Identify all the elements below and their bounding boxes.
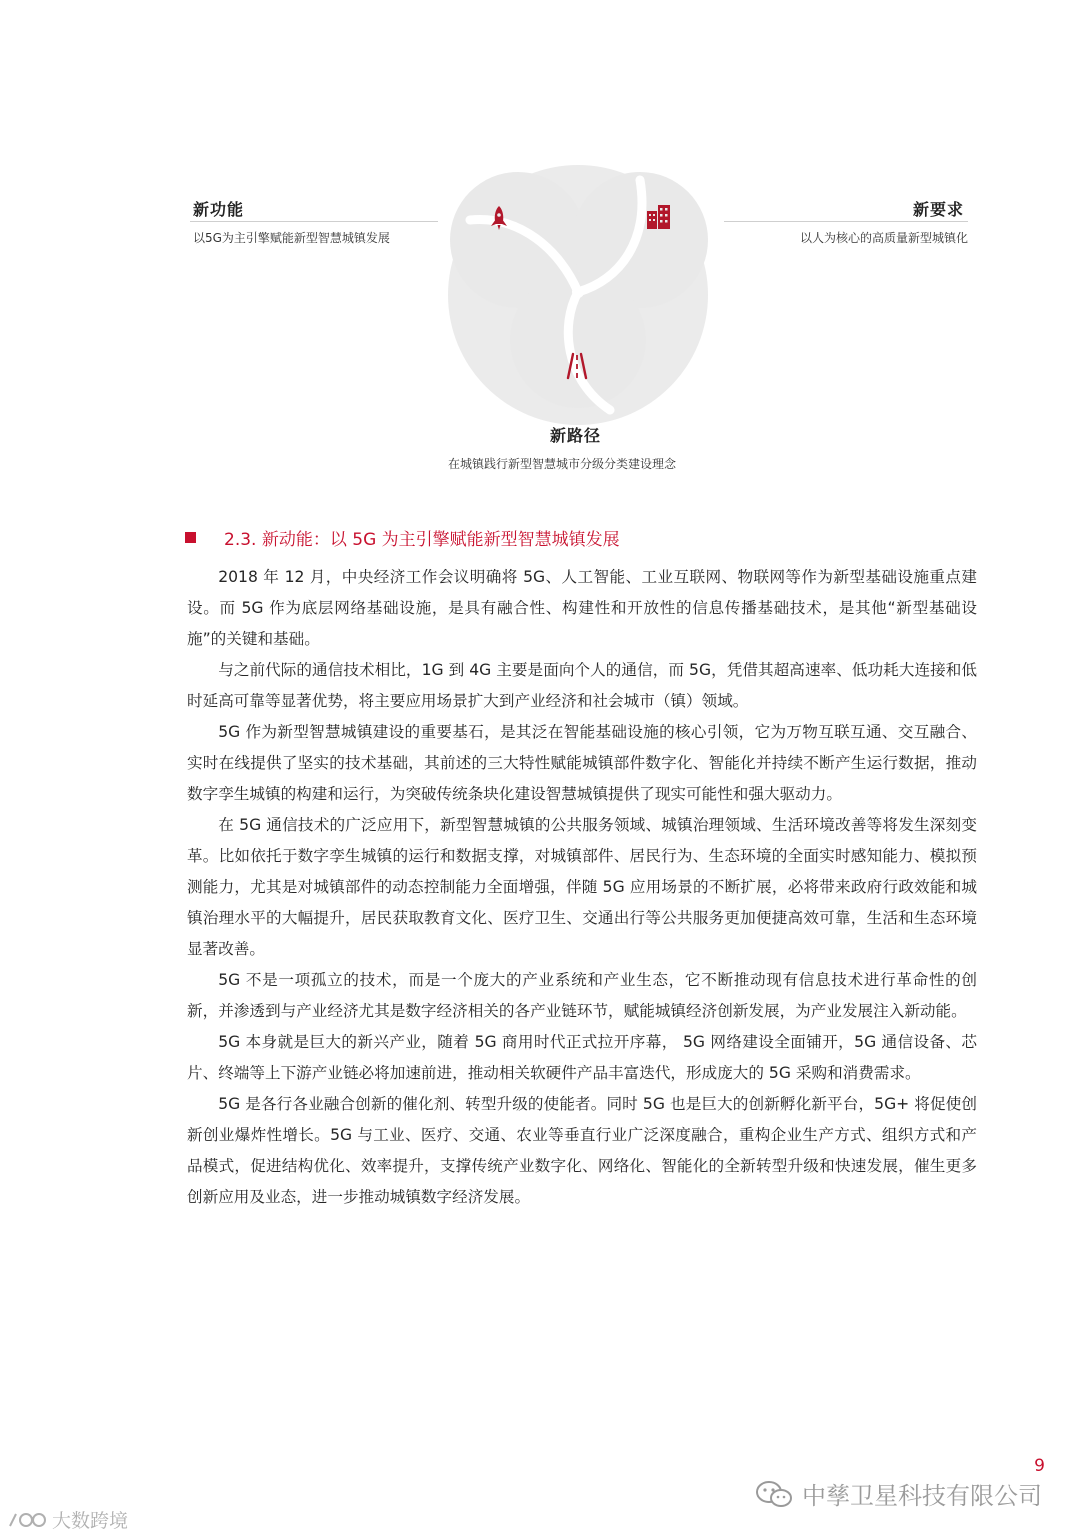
paragraph-3: 5G 作为新型智慧城镇建设的重要基石，是其泛在智能基础设施的核心引领，它为万物互联互通、交互融合、实时在线提供了坚实的技术基础，其前述的三大特性赋能城镇部件数字化、智能化并持续不断产生运行数据，推动数字孪生城镇的构建和运行，为突破传统条块化建设智慧城镇提供了现实可能性和强大驱动力。: [187, 723, 977, 803]
page-number: 9: [1034, 1456, 1045, 1476]
paragraph-2: 与之前代际的通信技术相比，1G 到 4G 主要是面向个人的通信，而 5G，凭借其超高速率、低功耗大连接和低时延高可靠等显著优势，将主要应用场景扩大到产业经济和社会城市（镇）领域。: [187, 661, 977, 710]
body-text: [187, 562, 977, 1213]
watermark-company: [754, 1476, 1042, 1511]
watermark-brand-text: 大数跨境: [52, 1510, 129, 1532]
circle-cluster: [448, 165, 708, 425]
wechat-icon: [754, 1479, 794, 1509]
watermark-company-text: 中孳卫星科技有限公司: [802, 1482, 1042, 1510]
diagram-graphic: [0, 0, 1080, 500]
label-bottom-title: 新路径: [550, 426, 602, 445]
label-right-title: 新要求: [913, 200, 965, 219]
label-right-subtitle: 以人为核心的高质量新型城镇化: [799, 231, 968, 245]
paragraph-7: 5G 是各行各业融合创新的催化剂、转型升级的使能者。同时 5G 也是巨大的创新孵化新平台，5G+ 将促使创新创业爆炸性增长。5G 与工业、医疗、交通、农业等垂直行业广泛深度融合，重构企业生产方式、组织方式和产品模式，促进结构优化、效率提升，支撑传统产业数字化、网络化、智能化的全新转型升级和快速发展，催生更多创新应用及业态，进一步推动城镇数字经济发展。: [187, 1095, 977, 1206]
paragraph-6: 5G 本身就是巨大的新兴产业，随着 5G 商用时代正式拉开序幕， 5G 网络建设全面铺开，5G 通信设备、芯片、终端等上下游产业链必将加速前进，推动相关软硬件产品丰富迭代，形成庞大的 5G 采购和消费需求。: [187, 1033, 977, 1082]
label-bottom-subtitle: 在城镇践行新型智慧城市分级分类建设理念: [448, 457, 677, 471]
paragraph-1: 2018 年 12 月，中央经济工作会议明确将 5G、人工智能、工业互联网、物联网等作为新型基础设施重点建设。而 5G 作为底层网络基础设施，是具有融合性、构建性和开放性的信息传播基础技术，是其他“新型基础设施”的关键和基础。: [187, 568, 977, 648]
label-right-rule: [724, 221, 968, 222]
brand-logo-icon: [6, 1508, 48, 1532]
label-left-rule: [190, 221, 438, 222]
label-left-subtitle: 以5G为主引擎赋能新型智慧城镇发展: [193, 231, 390, 245]
watermark-brand: [6, 1506, 128, 1533]
swirl-center: [572, 286, 584, 298]
label-left-title: 新功能: [193, 200, 245, 219]
section-bullet: [185, 532, 196, 543]
paragraph-4: 在 5G 通信技术的广泛应用下，新型智慧城镇的公共服务领域、城镇治理领域、生活环境改善等将发生深刻变革。比如依托于数字孪生城镇的运行和数据支撑，对城镇部件、居民行为、生态环境的全面实时感知能力、模拟预测能力，尤其是对城镇部件的动态控制能力全面增强，伴随 5G 应用场景的不断扩展，必将带来政府行政效能和城镇治理水平的大幅提升，居民获取教育文化、医疗卫生、交通出行等公共服务更加便捷高效可靠，生活和生态环境显著改善。: [187, 816, 977, 958]
section-title: 2.3. 新动能：以 5G 为主引擎赋能新型智慧城镇发展: [224, 529, 620, 550]
section-heading: [185, 522, 620, 552]
paragraph-5: 5G 不是一项孤立的技术，而是一个庞大的产业系统和产业生态，它不断推动现有信息技术进行革命性的创新，并渗透到与产业经济尤其是数字经济相关的各产业链环节，赋能城镇经济创新发展，为产业发展注入新动能。: [187, 971, 977, 1020]
three-circle-diagram: [0, 0, 1080, 500]
